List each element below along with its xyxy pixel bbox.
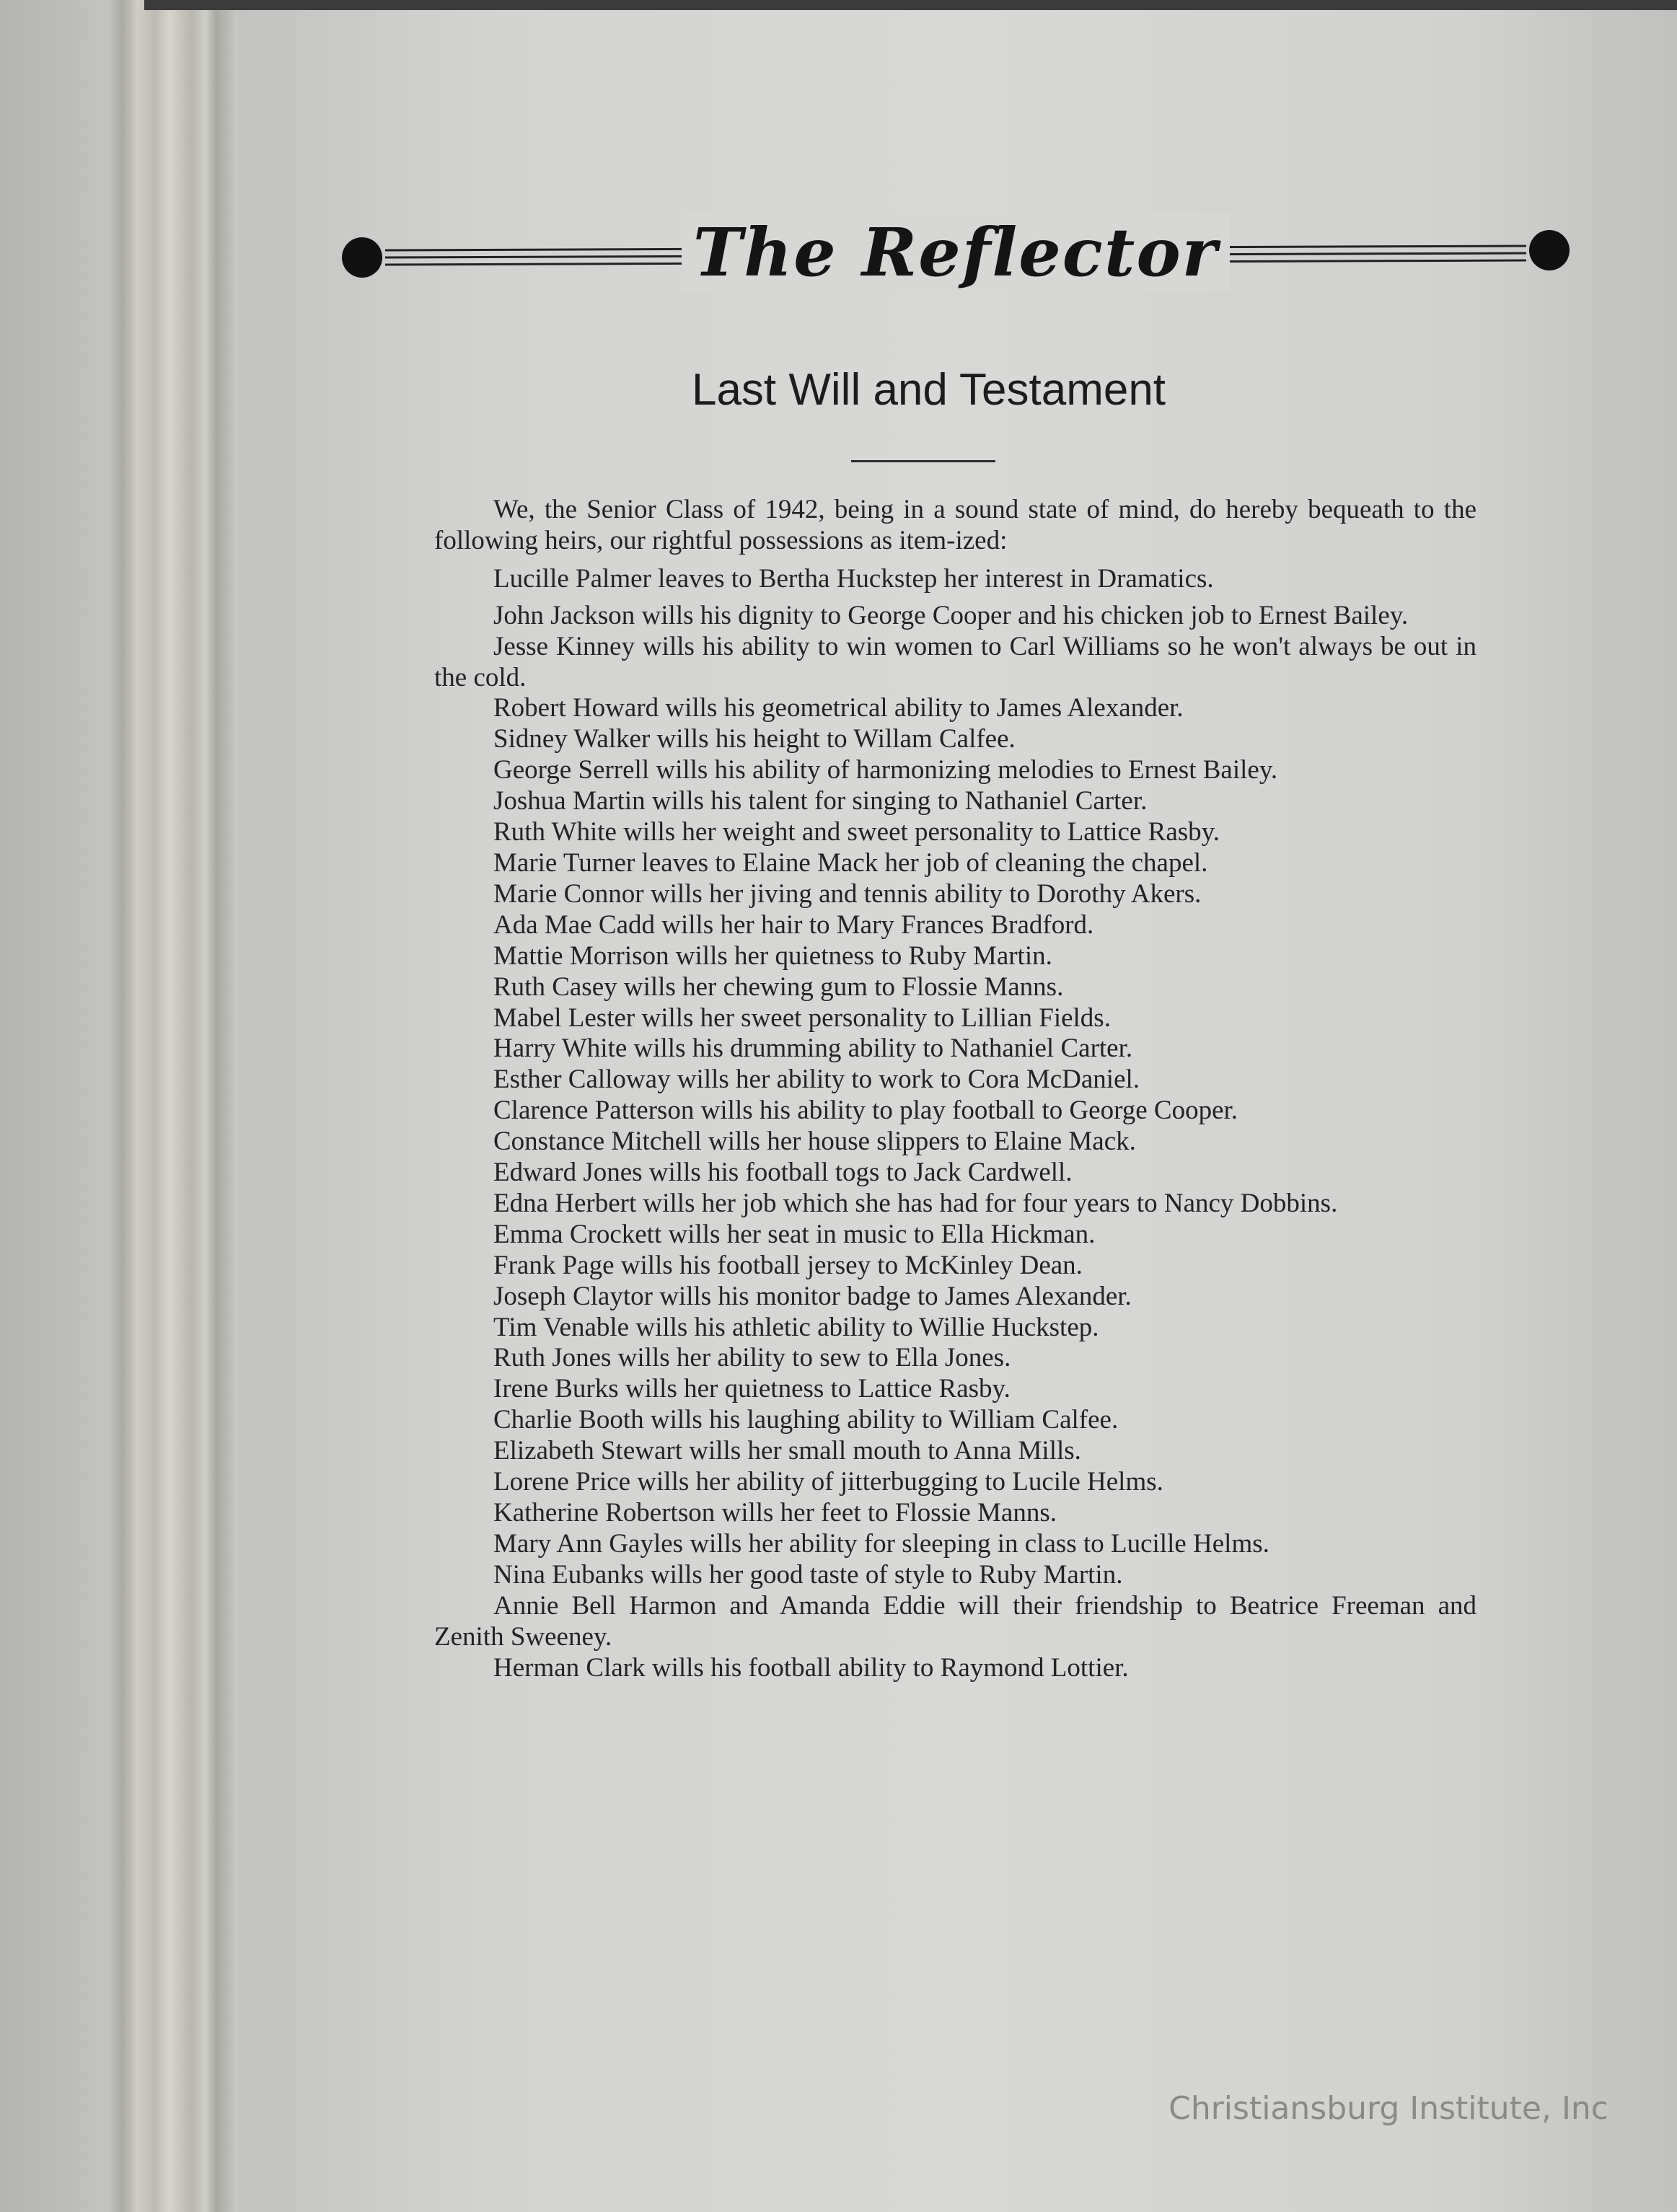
book-binding — [0, 0, 238, 2212]
bequest-item: Esther Calloway wills her ability to work to Cora McDaniel. — [493, 1065, 1140, 1095]
bequest-item: Lucille Palmer leaves to Bertha Huckstep her interest in Dramatics. — [493, 563, 1214, 594]
bequest-item: Herman Clark wills his football ability to Raymond Lottier. — [493, 1652, 1129, 1683]
bequest-item: Edward Jones wills his football togs to Jack Cardwell. — [493, 1158, 1073, 1188]
bequest-item: Harry White wills his drumming ability to Nathaniel Carter. — [493, 1034, 1133, 1064]
bequest-item: Jesse Kinney wills his ability to win women to Carl Williams so he won't always be out in the cold. — [434, 631, 1476, 692]
bequest-item: Mattie Morrison wills her quietness to Ruby Martin. — [493, 940, 1052, 971]
bequest-item: Ada Mae Cadd wills her hair to Mary Frances Bradford. — [493, 909, 1094, 940]
bequest-item: Elizabeth Stewart wills her small mouth to Anna Mills. — [493, 1436, 1081, 1466]
bequest-item: Emma Crockett wills her seat in music to Ella Hickman. — [493, 1219, 1096, 1249]
page-top-shadow — [144, 0, 1677, 10]
bequest-item: Marie Turner leaves to Elaine Mack her job of cleaning the chapel. — [493, 847, 1208, 878]
title-rule — [851, 460, 995, 462]
bequest-list — [434, 564, 1476, 1684]
bequest-item: Ruth Jones wills her ability to sew to Ella Jones. — [493, 1343, 1011, 1373]
bequest-item: Mabel Lester wills her sweet personality to Lillian Fields. — [493, 1003, 1111, 1033]
intro-paragraph: We, the Senior Class of 1942, being in a sound state of mind, do hereby bequeath to the following heirs, our rightful possessions as item-ized: — [434, 495, 1476, 555]
bequest-item: Ruth White wills her weight and sweet personality to Lattice Rasby. — [493, 817, 1220, 847]
bequest-item: Robert Howard wills his geometrical ability to James Alexander. — [493, 693, 1184, 723]
bequest-item: Mary Ann Gayles wills her ability for sleeping in class to Lucille Helms. — [493, 1528, 1269, 1559]
bequest-item: Irene Burks wills her quietness to Lattice Rasby. — [493, 1374, 1011, 1404]
masthead-banner — [339, 206, 1572, 299]
bequest-item: George Serrell wills his ability of harmonizing melodies to Ernest Bailey. — [493, 755, 1278, 785]
bequest-item: Joshua Martin wills his talent for singing to Nathaniel Carter. — [493, 786, 1148, 816]
bequest-item: Tim Venable wills his athletic ability to Willie Huckstep. — [493, 1312, 1099, 1342]
bequest-item: Edna Herbert wills her job which she has had for four years to Nancy Dobbins. — [493, 1188, 1338, 1218]
bequest-item: Constance Mitchell wills her house slippers to Elaine Mack. — [493, 1127, 1136, 1157]
document-body — [434, 495, 1476, 1683]
bequest-item: Marie Connor wills her jiving and tennis ability to Dorothy Akers. — [493, 878, 1202, 909]
bequest-item: Ruth Casey wills her chewing gum to Flossie Manns. — [493, 971, 1064, 1002]
bequest-item: Lorene Price wills her ability of jitterbugging to Lucile Helms. — [493, 1467, 1163, 1497]
bequest-item: Frank Page wills his football jersey to McKinley Dean. — [493, 1250, 1083, 1280]
bequest-item: Clarence Patterson wills his ability to play football to George Cooper. — [493, 1096, 1238, 1126]
bequest-item: Nina Eubanks wills her good taste of style to Ruby Martin. — [493, 1559, 1123, 1590]
masthead-title: The Reflector — [339, 206, 1572, 299]
page-title: Last Will and Testament — [691, 365, 1166, 415]
bequest-item: Sidney Walker wills his height to Willam Calfee. — [493, 724, 1016, 754]
watermark-credit: Christiansburg Institute, Inc — [1168, 2090, 1608, 2127]
bequest-item: Annie Bell Harmon and Amanda Eddie will their friendship to Beatrice Freeman and Zenith Sweeney. — [434, 1590, 1476, 1652]
bequest-item: John Jackson wills his dignity to George Cooper and his chicken job to Ernest Bailey. — [493, 600, 1409, 630]
bequest-item: Katherine Robertson wills her feet to Flossie Manns. — [493, 1498, 1057, 1528]
bequest-item: Joseph Claytor wills his monitor badge to James Alexander. — [493, 1281, 1132, 1311]
bequest-item: Charlie Booth wills his laughing ability to William Calfee. — [493, 1405, 1119, 1435]
